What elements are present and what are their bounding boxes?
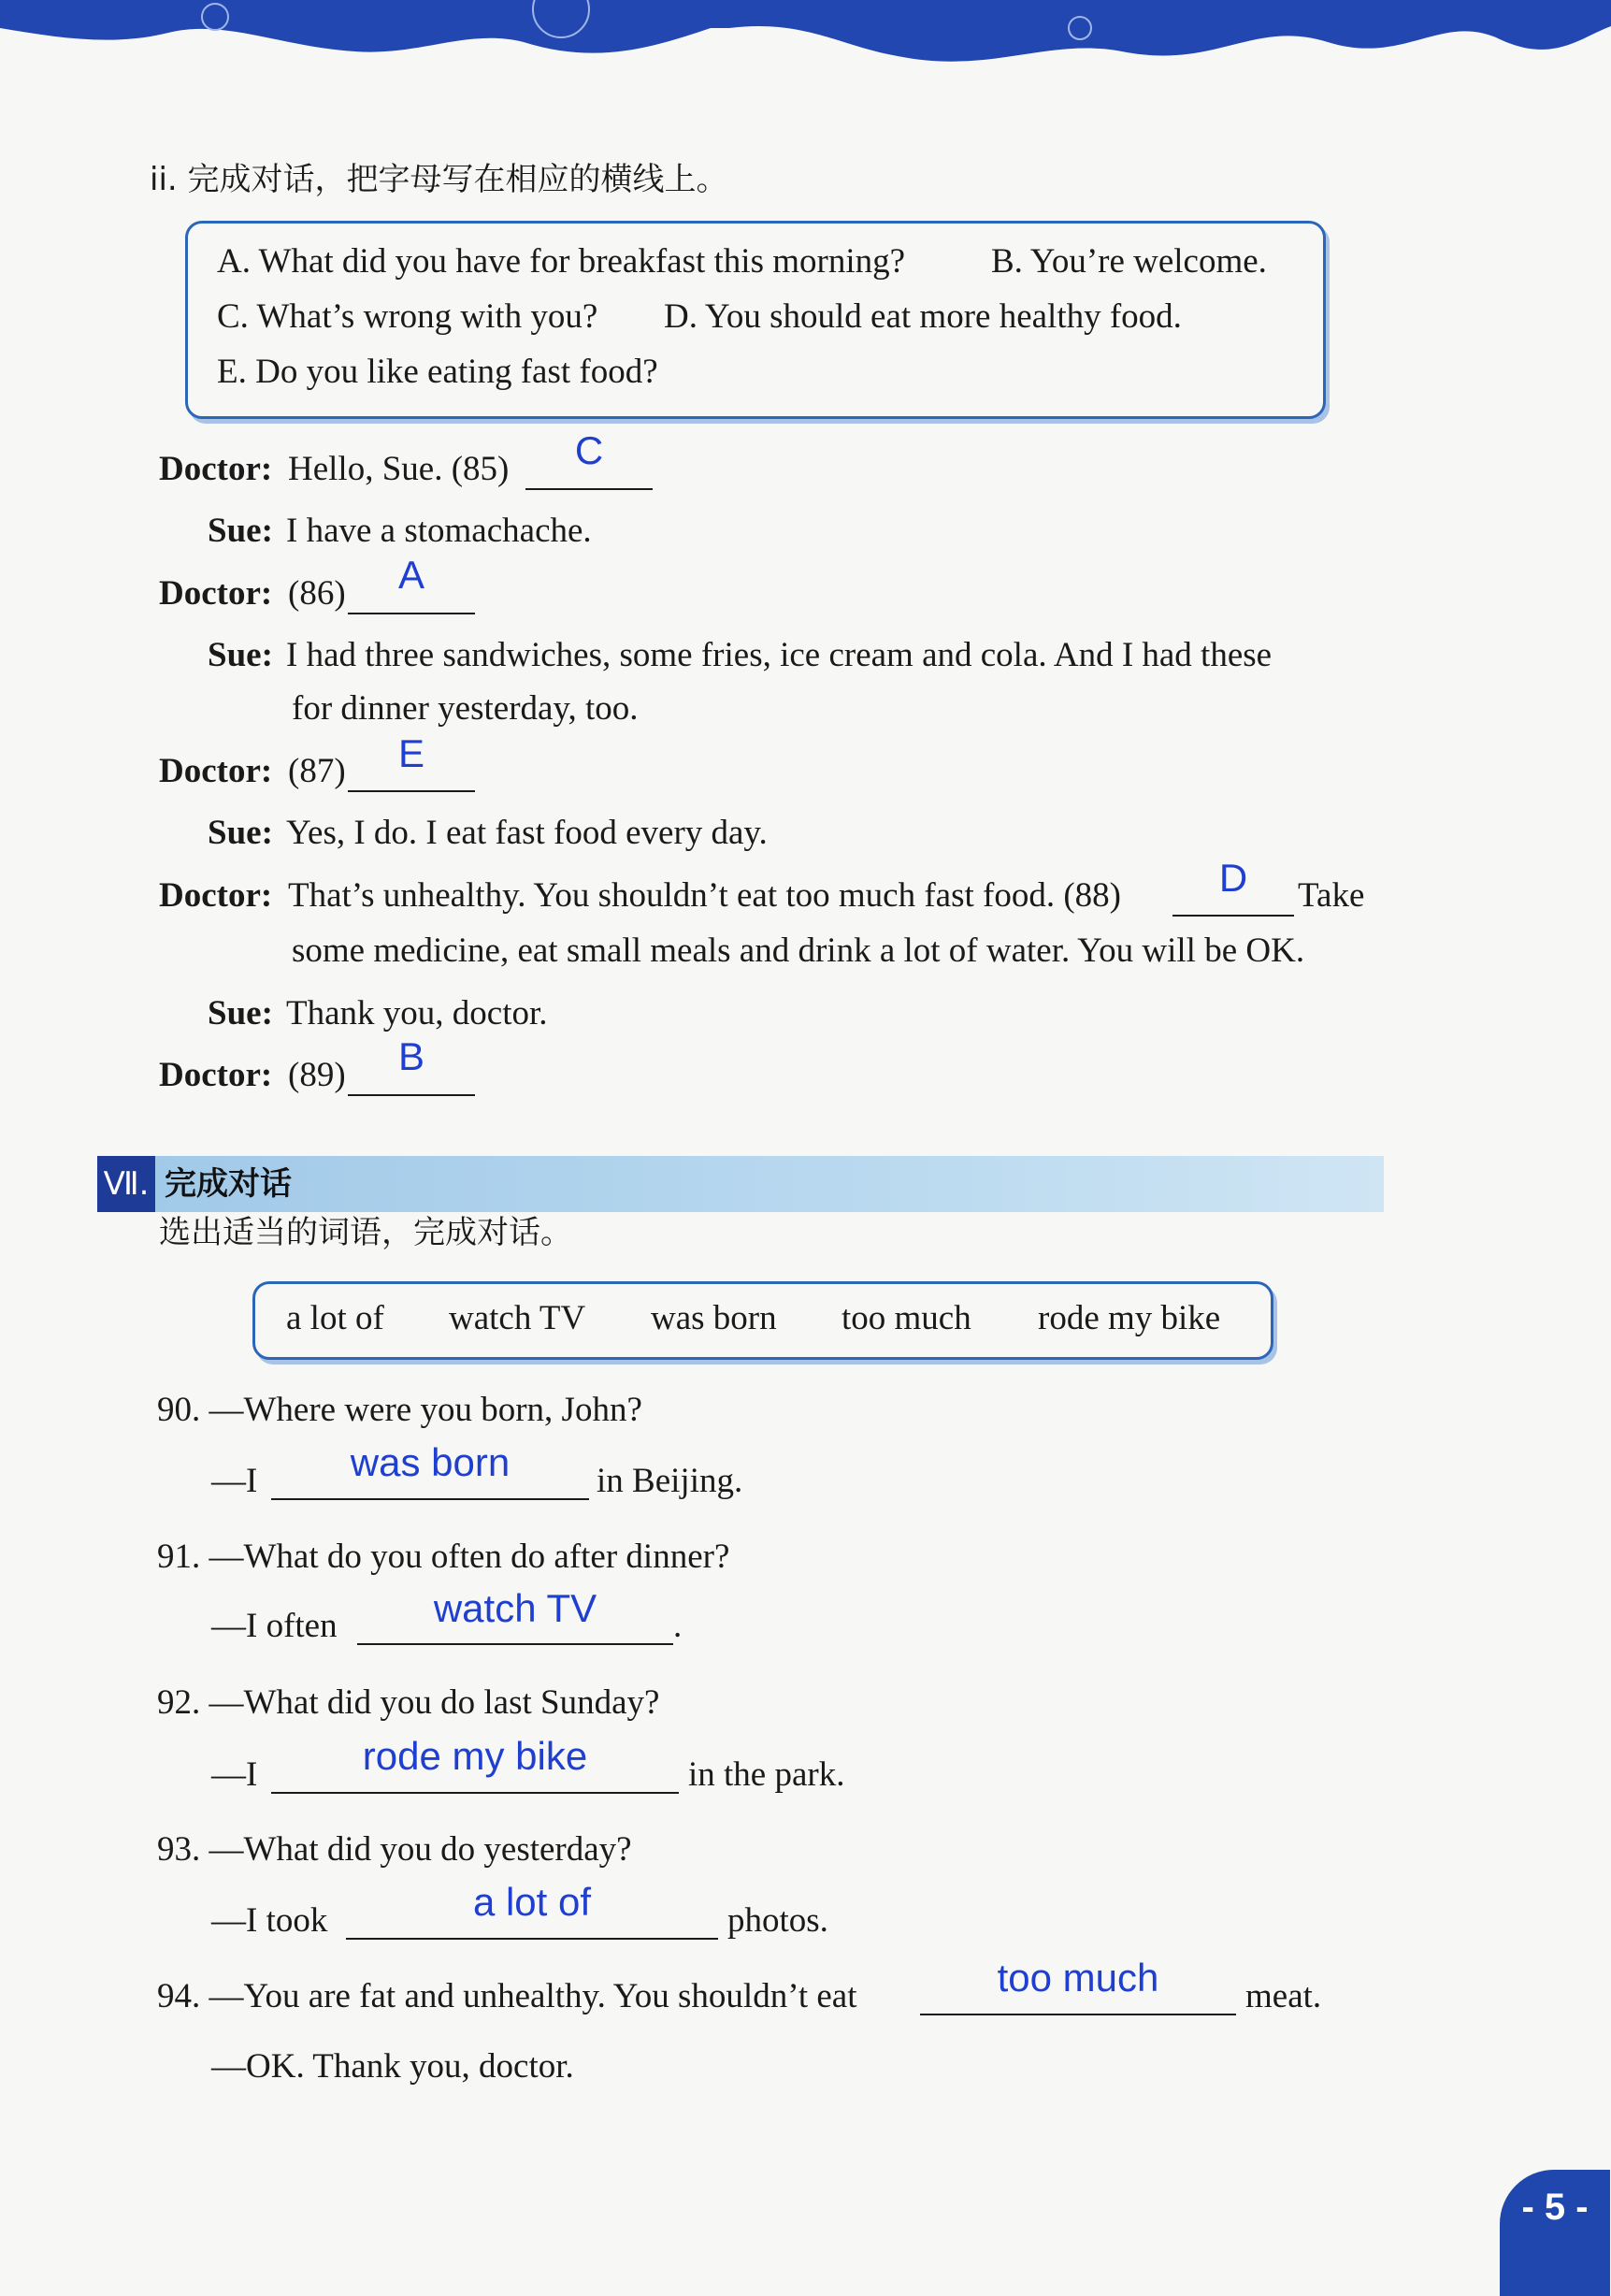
answer-88: D — [1218, 856, 1248, 900]
answer-87: E — [397, 731, 424, 775]
answer-blank-91 — [357, 1641, 673, 1645]
option-c: C. What’s wrong with you? — [217, 297, 598, 336]
answer-92: rode my bike — [362, 1734, 588, 1778]
part2-instruction: ii. 完成对话，把字母写在相应的横线上。 — [150, 161, 728, 198]
answer-blank-87 — [348, 788, 475, 792]
answer-blank-90 — [271, 1496, 589, 1500]
answer-93: a lot of — [472, 1880, 592, 1924]
speaker-doctor: Doctor: — [159, 752, 273, 790]
word-bank-item: a lot of — [286, 1299, 384, 1337]
answer-blank-88 — [1172, 913, 1294, 917]
answer-suffix-90: in Beijing. — [597, 1462, 743, 1500]
dialogue-text: (89) — [288, 1056, 346, 1094]
answer-suffix-91: . — [673, 1607, 683, 1645]
option-b: B. You’re welcome. — [991, 242, 1267, 281]
word-bank-item: was born — [651, 1299, 777, 1337]
answer-blank-92 — [271, 1790, 679, 1794]
answer-suffix-93: photos. — [727, 1901, 828, 1940]
section-instruction: 选出适当的词语，完成对话。 — [159, 1214, 572, 1251]
speaker-sue: Sue: — [208, 636, 273, 674]
page-number: - 5 - — [1521, 2187, 1589, 2228]
answer-85: C — [574, 428, 604, 472]
word-bank-item: rode my bike — [1038, 1299, 1221, 1337]
option-e: E. Do you like eating fast food? — [217, 353, 658, 391]
answer-89: B — [397, 1034, 424, 1078]
answer-prefix-90: —I — [211, 1462, 258, 1500]
dialogue-text: That’s unhealthy. You shouldn’t eat too much fast food. (88) — [288, 876, 1121, 915]
speaker-sue: Sue: — [208, 994, 273, 1032]
question-94: 94. —You are fat and unhealthy. You shouldn’t eat — [157, 1977, 857, 2015]
dialogue-text-cont: for dinner yesterday, too. — [292, 689, 639, 728]
dialogue-text: Thank you, doctor. — [286, 994, 548, 1032]
question-93: 93. —What did you do yesterday? — [157, 1830, 632, 1869]
top-wave-decoration — [0, 0, 1611, 75]
answer-90: was born — [350, 1440, 511, 1484]
dialogue-text: Yes, I do. I eat fast food every day. — [286, 814, 768, 852]
answer-blank-93 — [346, 1936, 718, 1940]
dialogue-text: Hello, Sue. (85) — [288, 450, 510, 488]
dialogue-text-after: Take — [1298, 876, 1365, 915]
dialogue-text: I have a stomachache. — [286, 512, 592, 550]
dialogue-text-cont: some medicine, eat small meals and drink a lot of water. You will be OK. — [292, 931, 1305, 970]
answer-blank-86 — [348, 611, 475, 614]
answer-blank-85 — [525, 486, 653, 490]
answer-blank-89 — [348, 1092, 475, 1096]
answer-prefix-91: —I often — [211, 1607, 338, 1645]
answer-line-94: —OK. Thank you, doctor. — [211, 2047, 574, 2086]
question-90: 90. —Where were you born, John? — [157, 1391, 642, 1429]
speaker-doctor: Doctor: — [159, 574, 273, 613]
section-title: 完成对话 — [165, 1165, 292, 1203]
speaker-sue: Sue: — [208, 814, 273, 852]
question-91: 91. —What do you often do after dinner? — [157, 1538, 730, 1576]
answer-94: too much — [997, 1956, 1159, 2000]
speaker-doctor: Doctor: — [159, 1056, 273, 1094]
answer-suffix-94: meat. — [1245, 1977, 1322, 2015]
option-a: A. What did you have for breakfast this morning? — [217, 242, 906, 281]
answer-86: A — [397, 553, 424, 597]
speaker-doctor: Doctor: — [159, 450, 273, 488]
section-number: Ⅶ. — [97, 1156, 155, 1212]
option-d: D. You should eat more healthy food. — [664, 297, 1182, 336]
answer-prefix-93: —I took — [211, 1901, 328, 1940]
dialogue-text: (87) — [288, 752, 346, 790]
dialogue-text: I had three sandwiches, some fries, ice cream and cola. And I had these — [286, 636, 1273, 674]
dialogue-text: (86) — [288, 574, 346, 613]
answer-suffix-92: in the park. — [688, 1755, 845, 1794]
word-bank-item: watch TV — [449, 1299, 586, 1337]
answer-prefix-92: —I — [211, 1755, 258, 1794]
speaker-sue: Sue: — [208, 512, 273, 550]
speaker-doctor: Doctor: — [159, 876, 273, 915]
answer-blank-94 — [920, 2012, 1236, 2015]
word-bank-item: too much — [841, 1299, 971, 1337]
question-92: 92. —What did you do last Sunday? — [157, 1683, 660, 1722]
answer-91: watch TV — [433, 1586, 597, 1630]
